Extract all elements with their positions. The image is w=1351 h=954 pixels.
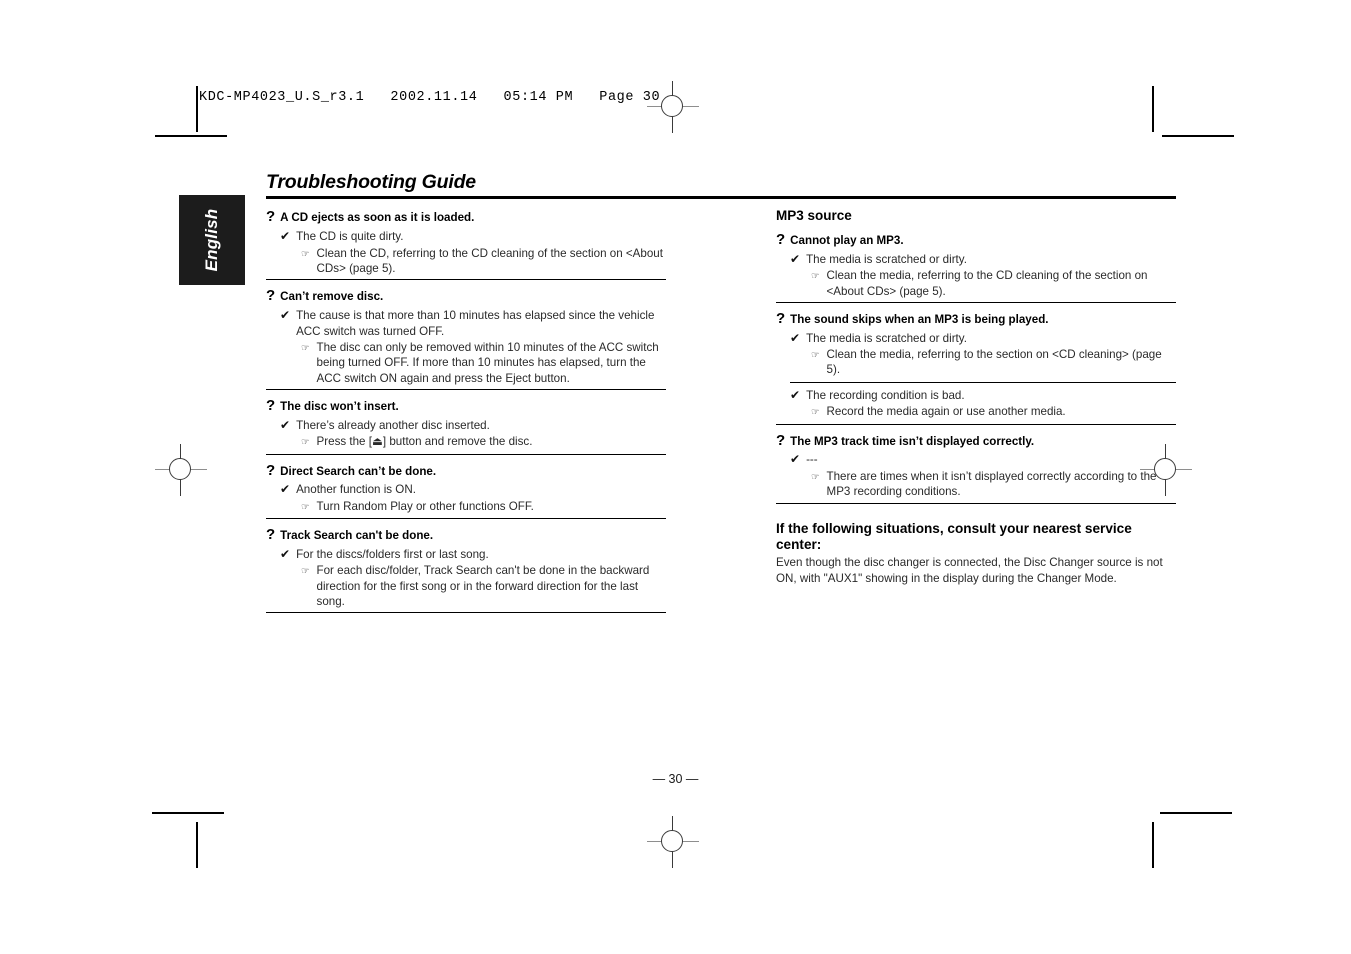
- question-text: Direct Search can’t be done.: [280, 464, 437, 478]
- action-line: [301, 499, 666, 515]
- section-heading-mp3-source: MP3 source: [776, 208, 852, 224]
- pointing-hand-icon: ☞: [301, 501, 310, 513]
- registration-mark-circle: [661, 830, 683, 852]
- cause-group: [266, 546, 666, 610]
- right-column: [776, 208, 1176, 620]
- cause-separator-rule: [790, 382, 1176, 383]
- cause-group: [776, 330, 1176, 378]
- checkmark-icon: ✔: [280, 229, 291, 244]
- crop-mark-bottom-left-horizontal: [152, 812, 224, 814]
- column-gutter: [666, 208, 776, 620]
- troubleshooting-entry: [266, 397, 666, 454]
- cause-text: ---: [806, 453, 818, 467]
- question-line: [266, 397, 666, 416]
- cause-text: Another function is ON.: [296, 483, 416, 497]
- question-mark-icon: ?: [266, 287, 276, 305]
- cause-line: [280, 546, 666, 562]
- action-text: The disc can only be removed within 10 minutes of the ACC switch being turned OFF. If more than 10 minutes has elapsed, turn the ACC switch ON again and press the Eject button.: [316, 340, 659, 385]
- question-line: [776, 231, 1176, 250]
- question-mark-icon: ?: [266, 208, 276, 226]
- cause-line: [280, 228, 666, 244]
- page-content: [266, 172, 1176, 620]
- cause-line: [790, 387, 1176, 403]
- question-text: Track Search can't be done.: [280, 529, 434, 542]
- prepress-slug-line: KDC-MP4023_U.S_r3.1 2002.11.14 05:14 PM Page 30: [199, 90, 661, 105]
- question-mark-icon: ?: [266, 397, 276, 415]
- action-line: [811, 268, 1176, 299]
- cause-group: [266, 228, 666, 276]
- question-line: [266, 462, 666, 481]
- right-column-block-list: [776, 231, 1176, 504]
- two-column-layout: [266, 208, 1176, 620]
- checkmark-icon: ✔: [790, 251, 801, 266]
- checkmark-icon: ✔: [790, 387, 801, 402]
- question-mark-icon: ?: [266, 461, 276, 479]
- question-text: Cannot play an MP3.: [790, 233, 904, 247]
- service-note-body: Even though the disc changer is connected, the Disc Changer source is not ON, with "AUX1" showing in the display during the Changer Mode.: [776, 556, 1163, 585]
- question-text: The MP3 track time isn’t displayed correctly.: [790, 434, 1035, 448]
- cause-line: [280, 481, 666, 497]
- language-tab: [179, 195, 245, 285]
- question-mark-icon: ?: [776, 309, 786, 327]
- question-line: [776, 432, 1176, 451]
- action-text: Clean the CD, referring to the CD cleaning of the section on <About CDs> (page 5).: [316, 246, 663, 275]
- question-line: [776, 310, 1176, 329]
- troubleshooting-entry: [776, 231, 1176, 303]
- crop-mark-top-right-vertical: [1152, 86, 1154, 132]
- question-text: The sound skips when an MP3 is being played.: [790, 312, 1049, 326]
- action-line: [811, 469, 1176, 500]
- registration-mark-circle: [169, 458, 191, 480]
- slug-divider: [196, 86, 197, 132]
- cause-text: The cause is that more than 10 minutes has elapsed since the vehicle ACC switch was turned OFF.: [296, 309, 655, 338]
- action-line: [301, 340, 666, 386]
- question-mark-icon: ?: [266, 526, 276, 543]
- action-text: Record the media again or use another media.: [826, 405, 1066, 419]
- cause-text: There’s already another disc inserted.: [296, 418, 490, 432]
- cause-group: [776, 251, 1176, 299]
- action-line: [811, 347, 1176, 378]
- cause-text: The recording condition is bad.: [806, 388, 965, 402]
- pointing-hand-icon: ☞: [301, 248, 310, 260]
- pointing-hand-icon: ☞: [811, 271, 820, 283]
- question-text: A CD ejects as soon as it is loaded.: [280, 211, 475, 225]
- service-note-heading: If the following situations, consult your nearest service center:: [776, 520, 1132, 552]
- page-folio: — 30 —: [652, 772, 699, 786]
- cause-text: The media is scratched or dirty.: [806, 331, 967, 345]
- action-text: Clean the media, referring to the CD cleaning of the section on <About CDs> (page 5).: [826, 269, 1148, 298]
- troubleshooting-entry: [776, 432, 1176, 504]
- cause-text: The media is scratched or dirty.: [806, 252, 967, 266]
- left-column-block-list: [266, 208, 666, 613]
- left-column: [266, 208, 666, 620]
- cause-text: The CD is quite dirty.: [296, 230, 404, 244]
- registration-mark-top-center: [647, 81, 699, 133]
- cause-line: [790, 330, 1176, 346]
- question-line: [266, 287, 666, 306]
- pointing-hand-icon: ☞: [301, 566, 310, 578]
- checkmark-icon: ✔: [280, 308, 291, 323]
- pointing-hand-icon: ☞: [811, 471, 820, 483]
- troubleshooting-entry: [266, 208, 666, 280]
- pointing-hand-icon: ☞: [811, 350, 820, 362]
- action-text: For each disc/folder, Track Search can't be done in the backward direction for the first song or in the forward direction for the last song.: [316, 564, 650, 608]
- action-text: Press the [⏏] button and remove the disc.: [316, 435, 533, 449]
- registration-mark-circle: [661, 95, 683, 117]
- registration-mark-bottom-center: [647, 816, 699, 868]
- crop-mark-top-left-horizontal: [155, 135, 227, 137]
- action-line: [301, 563, 666, 609]
- registration-mark-left-middle: [155, 444, 207, 496]
- question-line: [266, 526, 666, 545]
- checkmark-icon: ✔: [790, 452, 801, 467]
- cause-text: For the discs/folders first or last song.: [296, 547, 489, 561]
- page-title-rule: [266, 196, 1176, 199]
- crop-mark-bottom-left-vertical: [196, 822, 198, 868]
- cause-group: [266, 307, 666, 386]
- cause-line: [790, 251, 1176, 267]
- question-mark-icon: ?: [776, 431, 786, 449]
- cause-group: [776, 387, 1176, 421]
- checkmark-icon: ✔: [280, 546, 291, 561]
- question-text: The disc won’t insert.: [280, 400, 399, 414]
- action-text: There are times when it isn’t displayed correctly according to the MP3 recording conditions.: [826, 469, 1157, 499]
- troubleshooting-entry: [266, 287, 666, 390]
- action-text: Turn Random Play or other functions OFF.: [316, 499, 534, 513]
- question-text: Can’t remove disc.: [280, 290, 384, 304]
- crop-mark-bottom-right-vertical: [1152, 822, 1154, 868]
- checkmark-icon: ✔: [280, 417, 291, 432]
- question-line: [266, 208, 666, 227]
- pointing-hand-icon: ☞: [301, 437, 310, 449]
- action-text: Clean the media, referring to the section on <CD cleaning> (page 5).: [826, 348, 1162, 377]
- pointing-hand-icon: ☞: [301, 342, 310, 354]
- cause-group: [776, 451, 1176, 499]
- checkmark-icon: ✔: [280, 482, 291, 497]
- action-line: [301, 434, 666, 450]
- action-line: [811, 404, 1176, 420]
- crop-mark-bottom-right-horizontal: [1160, 812, 1232, 814]
- cause-line: [790, 451, 1176, 467]
- question-mark-icon: ?: [776, 230, 786, 248]
- cause-group: [266, 481, 666, 515]
- troubleshooting-entry: [776, 310, 1176, 425]
- language-tab-label: English: [202, 208, 221, 272]
- action-line: [301, 246, 666, 277]
- checkmark-icon: ✔: [790, 330, 801, 345]
- cause-group: [266, 417, 666, 451]
- troubleshooting-entry: [266, 462, 666, 519]
- pointing-hand-icon: ☞: [811, 407, 820, 419]
- page-title: Troubleshooting Guide: [266, 171, 476, 193]
- cause-line: [280, 417, 666, 433]
- crop-mark-top-right-horizontal: [1162, 135, 1234, 137]
- cause-line: [280, 307, 666, 339]
- troubleshooting-entry: [266, 526, 666, 613]
